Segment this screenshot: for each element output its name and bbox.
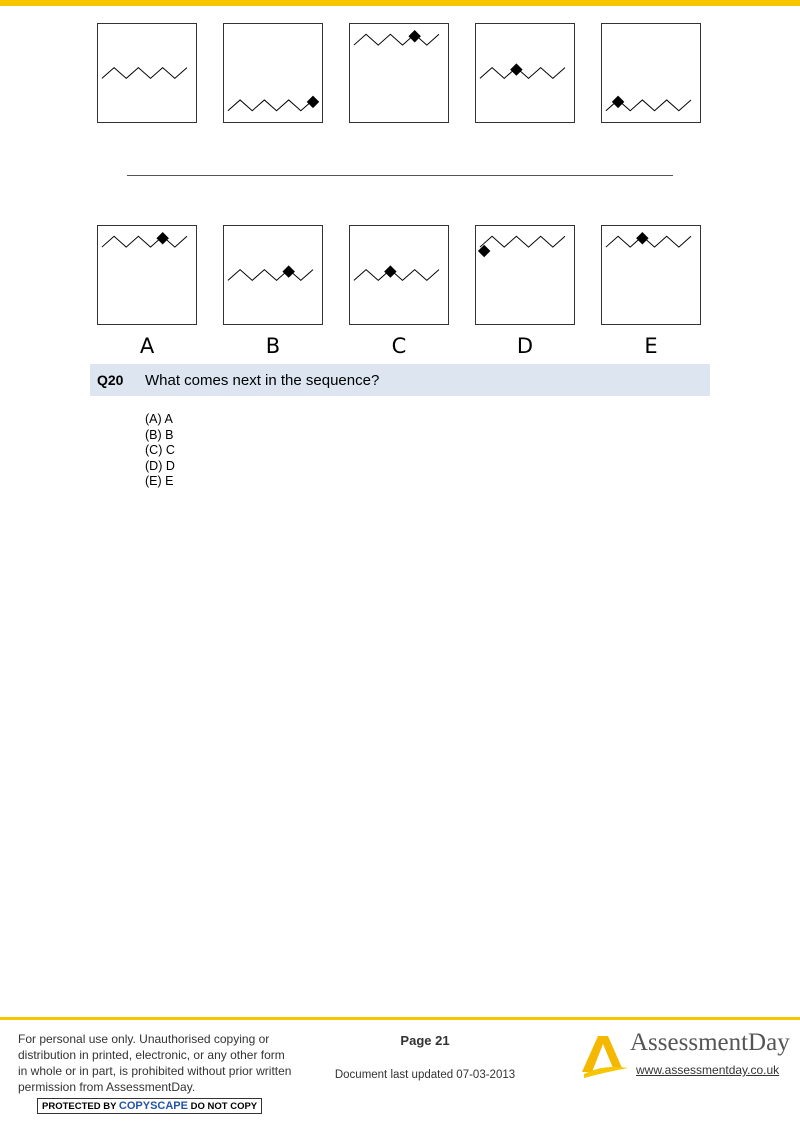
answer-option-d[interactable]: (D) D [145,458,175,473]
diamond-icon [384,265,396,277]
answer-option-b[interactable]: (B) B [145,427,174,442]
sequence-frame-1 [97,23,197,123]
zigzag-line [228,270,313,281]
badge-suffix: DO NOT COPY [190,1101,258,1112]
option-frame-c[interactable] [349,225,449,325]
page-number: Page 21 [400,1033,450,1048]
badge-brand: COPYSCAPE [118,1100,188,1112]
sequence-frame-3 [349,23,449,123]
option-label-d: D [516,334,534,358]
sequence-frame-4 [475,23,575,123]
copyright-notice: For personal use only. Unauthorised copying or distribution in printed, electronic, or any other form in whole or in part, is prohibited without prior written permission from AssessmentDay. [18,1032,292,1094]
diamond-icon [156,232,168,244]
diamond-icon [408,30,420,42]
copyscape-badge[interactable] [37,1098,262,1114]
footer-accent-bar [0,1017,800,1020]
option-label-e: E [644,334,658,358]
section-divider [127,175,673,176]
zigzag-line [102,236,187,247]
diamond-icon [282,265,294,277]
zigzag-line [606,236,691,247]
option-frame-d[interactable] [475,225,575,325]
option-label-a: A [139,334,155,358]
answer-list [145,412,175,490]
zigzag-line [480,236,565,247]
zigzag-line [228,100,313,111]
question-number: Q20 [97,372,124,388]
answer-option-e[interactable]: (E) E [145,474,174,488]
answer-option-a[interactable]: (A) A [145,412,173,426]
brand-name: AssessmentDay [630,1029,790,1056]
zigzag-line [102,68,187,79]
zigzag-line [354,270,439,281]
sequence-frame-2 [223,23,323,123]
question-text: What comes next in the sequence? [145,372,380,389]
option-frame-e[interactable] [601,225,701,325]
diamond-icon [636,232,648,244]
badge-prefix: PROTECTED BY [42,1101,117,1112]
answer-option-c[interactable]: (C) C [145,443,175,457]
last-updated: Document last updated 07-03-2013 [334,1069,516,1081]
diamond-icon [510,63,522,75]
diamond-icon [307,96,319,108]
assessmentday-logo-icon [578,1028,630,1078]
top-accent-bar [0,0,800,6]
option-label-b: B [265,334,281,358]
sequence-frame-5 [601,23,701,123]
diamond-icon [612,96,624,108]
zigzag-line [354,34,439,45]
zigzag-line [480,68,565,79]
option-frame-b[interactable] [223,225,323,325]
option-label-c: C [391,334,407,358]
brand-url-link[interactable]: www.assessmentday.co.uk [636,1063,780,1077]
option-frame-a[interactable] [97,225,197,325]
